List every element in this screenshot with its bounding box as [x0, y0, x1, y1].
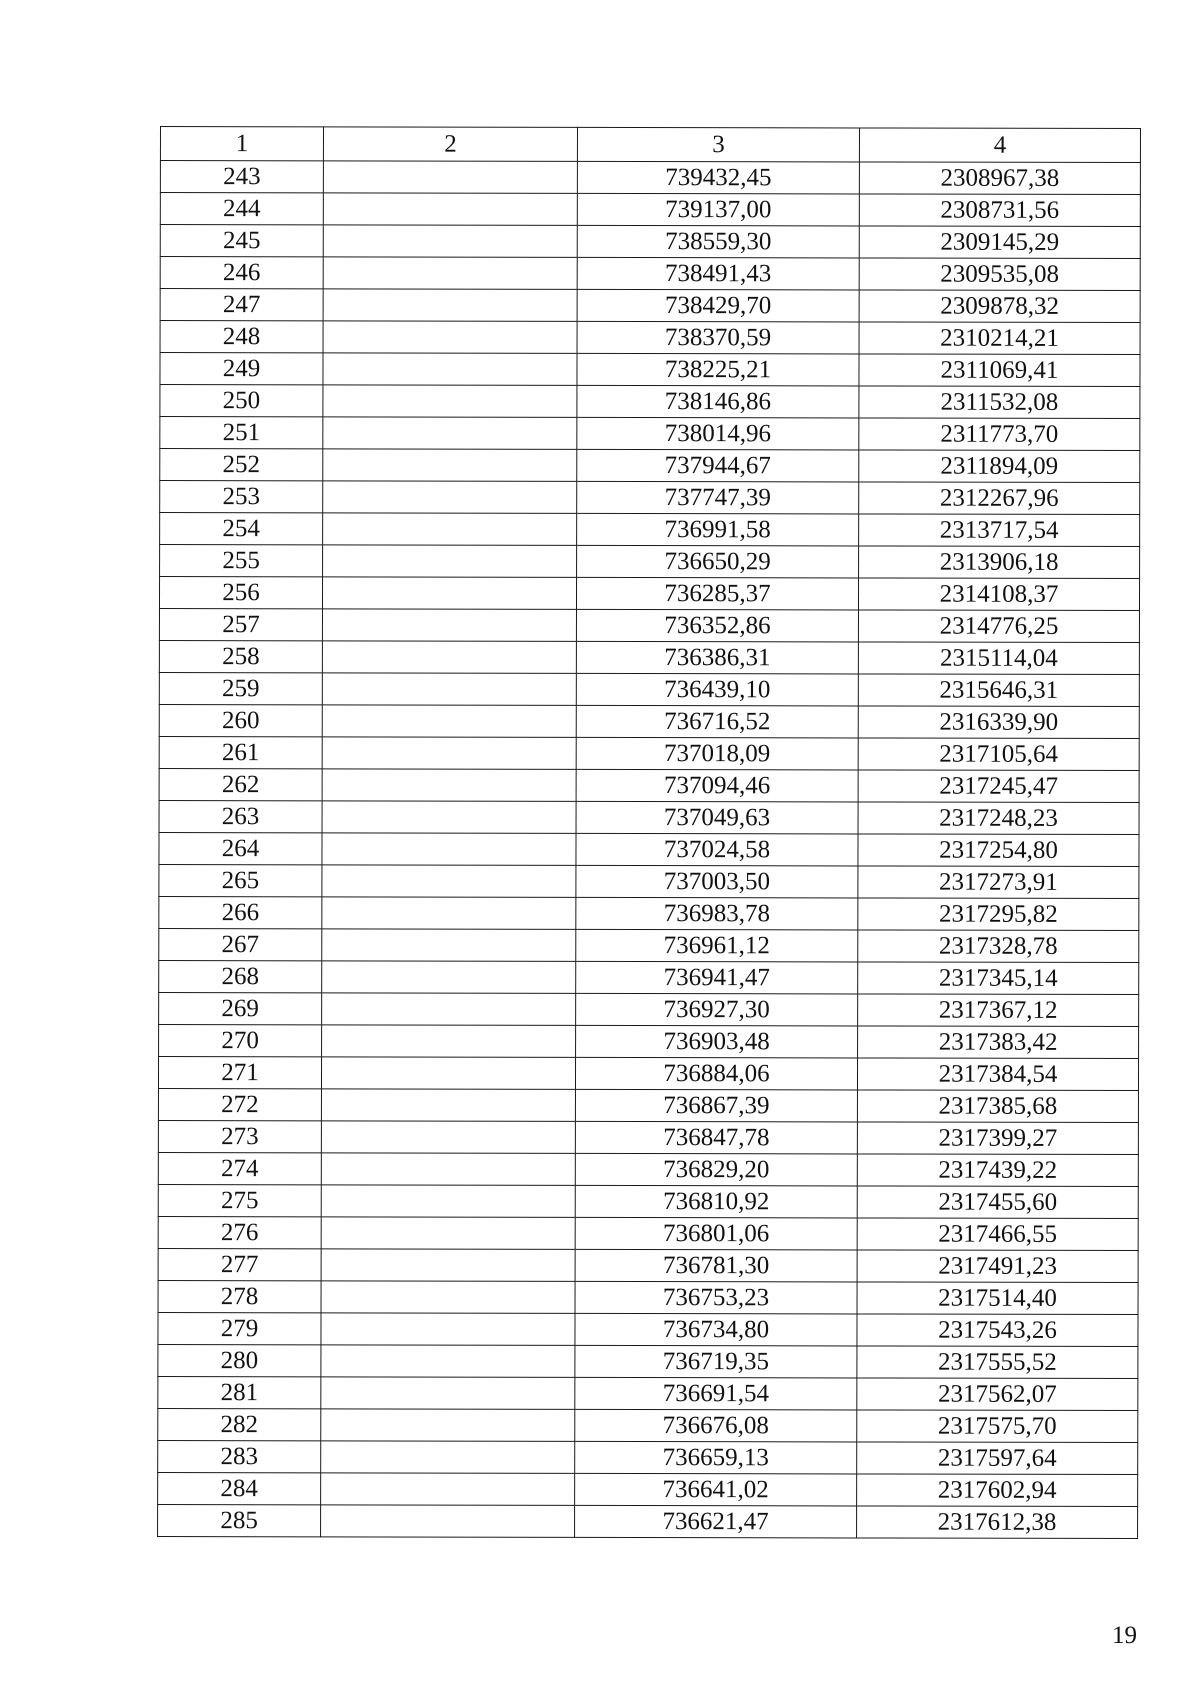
description-cell [323, 161, 577, 194]
point-number-cell: 258 [159, 640, 322, 672]
header-col-1: 1 [160, 127, 323, 161]
point-number-cell: 251 [160, 417, 323, 449]
table-body [158, 161, 1141, 1539]
x-coordinate-cell: 736621,47 [575, 1505, 857, 1538]
table-row [159, 864, 1139, 898]
description-cell [323, 481, 577, 514]
table-row [160, 257, 1140, 291]
table-row [160, 417, 1140, 451]
x-coordinate-cell: 737094,46 [576, 769, 858, 802]
y-coordinate-cell: 2310214,21 [859, 322, 1140, 355]
table-row [160, 449, 1140, 483]
y-coordinate-cell: 2317328,78 [858, 930, 1139, 963]
point-number-cell: 283 [158, 1440, 321, 1472]
y-coordinate-cell: 2317455,60 [857, 1186, 1138, 1219]
point-number-cell: 262 [159, 768, 322, 800]
y-coordinate-cell: 2313906,18 [859, 546, 1140, 579]
point-number-cell: 274 [158, 1152, 321, 1184]
x-coordinate-cell: 736641,02 [575, 1473, 857, 1506]
y-coordinate-cell: 2317295,82 [858, 898, 1139, 931]
description-cell [321, 1153, 575, 1186]
point-number-cell: 280 [158, 1344, 321, 1376]
y-coordinate-cell: 2315646,31 [858, 674, 1139, 707]
table-row [158, 1088, 1138, 1122]
description-cell [323, 225, 577, 258]
description-cell [321, 1121, 575, 1154]
point-number-cell: 245 [160, 225, 323, 257]
header-col-2: 2 [323, 127, 577, 162]
x-coordinate-cell: 736961,12 [576, 929, 858, 962]
y-coordinate-cell: 2311773,70 [859, 418, 1140, 451]
point-number-cell: 285 [158, 1504, 321, 1536]
table-row [158, 1056, 1138, 1090]
description-cell [321, 1217, 575, 1250]
point-number-cell: 266 [159, 896, 322, 928]
y-coordinate-cell: 2317543,26 [857, 1314, 1138, 1347]
x-coordinate-cell: 736734,80 [575, 1313, 857, 1346]
point-number-cell: 282 [158, 1408, 321, 1440]
y-coordinate-cell: 2314776,25 [858, 610, 1139, 643]
point-number-cell: 260 [159, 704, 322, 736]
y-coordinate-cell: 2317466,55 [857, 1218, 1138, 1251]
description-cell [321, 1057, 575, 1090]
y-coordinate-cell: 2317514,40 [857, 1282, 1138, 1315]
x-coordinate-cell: 736753,23 [575, 1281, 857, 1314]
y-coordinate-cell: 2317555,52 [857, 1346, 1138, 1379]
table-row [160, 321, 1140, 355]
point-number-cell: 249 [160, 353, 323, 385]
point-number-cell: 271 [158, 1056, 321, 1088]
table-row [159, 928, 1139, 962]
point-number-cell: 244 [160, 193, 323, 225]
x-coordinate-cell: 738146,86 [577, 385, 859, 418]
x-coordinate-cell: 736719,35 [575, 1345, 857, 1378]
x-coordinate-cell: 736801,06 [575, 1217, 857, 1250]
description-cell [322, 961, 576, 994]
table-row [160, 161, 1140, 195]
point-number-cell: 250 [160, 385, 323, 417]
y-coordinate-cell: 2309145,29 [859, 226, 1140, 259]
point-number-cell: 281 [158, 1376, 321, 1408]
point-number-cell: 277 [158, 1248, 321, 1280]
point-number-cell: 263 [159, 800, 322, 832]
table-row [158, 1376, 1138, 1410]
x-coordinate-cell: 736884,06 [575, 1057, 857, 1090]
point-number-cell: 279 [158, 1312, 321, 1344]
point-number-cell: 257 [159, 609, 322, 641]
description-cell [322, 705, 576, 738]
description-cell [322, 577, 576, 610]
description-cell [321, 1441, 575, 1474]
table-row [159, 768, 1139, 802]
table-row [158, 1344, 1138, 1378]
description-cell [321, 1281, 575, 1314]
y-coordinate-cell: 2317399,27 [857, 1122, 1138, 1155]
table-row [159, 960, 1139, 994]
y-coordinate-cell: 2313717,54 [859, 514, 1140, 547]
x-coordinate-cell: 736847,78 [575, 1121, 857, 1154]
coordinates-table [157, 126, 1141, 1539]
y-coordinate-cell: 2311894,09 [859, 450, 1140, 483]
table-row [159, 640, 1139, 674]
y-coordinate-cell: 2311532,08 [859, 386, 1140, 419]
point-number-cell: 276 [158, 1216, 321, 1248]
y-coordinate-cell: 2317439,22 [857, 1154, 1138, 1187]
x-coordinate-cell: 736691,54 [575, 1377, 857, 1410]
point-number-cell: 259 [159, 672, 322, 704]
table-row [159, 832, 1139, 866]
description-cell [323, 353, 577, 386]
table-row [159, 704, 1139, 738]
description-cell [322, 769, 576, 802]
table-row [159, 577, 1139, 611]
y-coordinate-cell: 2317385,68 [857, 1090, 1138, 1123]
description-cell [322, 609, 576, 642]
point-number-cell: 264 [159, 832, 322, 864]
description-cell [321, 1185, 575, 1218]
x-coordinate-cell: 736716,52 [576, 705, 858, 738]
table-row [158, 1184, 1138, 1218]
y-coordinate-cell: 2317345,14 [858, 962, 1139, 995]
table-row [160, 225, 1140, 259]
point-number-cell: 284 [158, 1472, 321, 1504]
y-coordinate-cell: 2309535,08 [859, 258, 1140, 291]
description-cell [323, 385, 577, 418]
y-coordinate-cell: 2308967,38 [859, 162, 1140, 195]
description-cell [323, 449, 577, 482]
x-coordinate-cell: 738429,70 [577, 289, 859, 322]
x-coordinate-cell: 736650,29 [577, 545, 859, 578]
point-number-cell: 252 [160, 449, 323, 481]
x-coordinate-cell: 736867,39 [575, 1089, 857, 1122]
description-cell [323, 545, 577, 578]
description-cell [321, 1313, 575, 1346]
table-row [160, 545, 1140, 579]
point-number-cell: 267 [159, 928, 322, 960]
x-coordinate-cell: 737024,58 [576, 833, 858, 866]
point-number-cell: 268 [159, 960, 322, 992]
point-number-cell: 247 [160, 289, 323, 321]
description-cell [322, 833, 576, 866]
x-coordinate-cell: 737003,50 [576, 865, 858, 898]
table-row [158, 1440, 1138, 1474]
description-cell [323, 257, 577, 290]
point-number-cell: 265 [159, 864, 322, 896]
x-coordinate-cell: 738491,43 [577, 257, 859, 290]
x-coordinate-cell: 737049,63 [576, 801, 858, 834]
x-coordinate-cell: 736676,08 [575, 1409, 857, 1442]
description-cell [323, 417, 577, 450]
table-row [160, 289, 1140, 323]
description-cell [323, 513, 577, 546]
x-coordinate-cell: 736352,86 [576, 609, 858, 642]
x-coordinate-cell: 737944,67 [577, 449, 859, 482]
description-cell [321, 1377, 575, 1410]
x-coordinate-cell: 736439,10 [576, 673, 858, 706]
point-number-cell: 255 [160, 545, 323, 577]
x-coordinate-cell: 737747,39 [577, 481, 859, 514]
y-coordinate-cell: 2317248,23 [858, 802, 1139, 835]
header-col-4: 4 [859, 128, 1140, 163]
description-cell [323, 321, 577, 354]
description-cell [321, 1089, 575, 1122]
description-cell [322, 737, 576, 770]
table-row [159, 1024, 1139, 1058]
x-coordinate-cell: 738559,30 [577, 225, 859, 258]
table-row [158, 1504, 1138, 1538]
y-coordinate-cell: 2317575,70 [857, 1410, 1138, 1443]
point-number-cell: 275 [158, 1184, 321, 1216]
page-number: 19 [1112, 1622, 1137, 1649]
table-row [158, 1280, 1138, 1314]
point-number-cell: 272 [158, 1088, 321, 1120]
x-coordinate-cell: 736659,13 [575, 1441, 857, 1474]
table-row [159, 736, 1139, 770]
description-cell [321, 1473, 575, 1506]
x-coordinate-cell: 738014,96 [577, 417, 859, 450]
point-number-cell: 261 [159, 736, 322, 768]
x-coordinate-cell: 739137,00 [577, 193, 859, 226]
table-row [159, 609, 1139, 643]
x-coordinate-cell: 736983,78 [576, 897, 858, 930]
y-coordinate-cell: 2316339,90 [858, 706, 1139, 739]
description-cell [322, 1025, 576, 1058]
x-coordinate-cell: 736285,37 [576, 577, 858, 610]
y-coordinate-cell: 2317254,80 [858, 834, 1139, 867]
table-row [160, 353, 1140, 387]
header-row [160, 127, 1140, 163]
y-coordinate-cell: 2317491,23 [857, 1250, 1138, 1283]
table-row [160, 385, 1140, 419]
table-row [159, 992, 1139, 1026]
point-number-cell: 248 [160, 321, 323, 353]
point-number-cell: 256 [159, 577, 322, 609]
table-row [158, 1312, 1138, 1346]
y-coordinate-cell: 2314108,37 [858, 578, 1139, 611]
x-coordinate-cell: 736781,30 [575, 1249, 857, 1282]
y-coordinate-cell: 2311069,41 [859, 354, 1140, 387]
description-cell [322, 897, 576, 930]
y-coordinate-cell: 2317597,64 [857, 1442, 1138, 1475]
y-coordinate-cell: 2309878,32 [859, 290, 1140, 323]
point-number-cell: 269 [159, 992, 322, 1024]
point-number-cell: 278 [158, 1280, 321, 1312]
x-coordinate-cell: 736927,30 [576, 993, 858, 1026]
table-row [160, 193, 1140, 227]
point-number-cell: 273 [158, 1120, 321, 1152]
y-coordinate-cell: 2317273,91 [858, 866, 1139, 899]
description-cell [322, 865, 576, 898]
point-number-cell: 253 [160, 481, 323, 513]
y-coordinate-cell: 2312267,96 [859, 482, 1140, 515]
y-coordinate-cell: 2317384,54 [857, 1058, 1138, 1091]
description-cell [322, 929, 576, 962]
y-coordinate-cell: 2315114,04 [858, 642, 1139, 675]
x-coordinate-cell: 739432,45 [577, 161, 859, 194]
y-coordinate-cell: 2317105,64 [858, 738, 1139, 771]
y-coordinate-cell: 2317383,42 [858, 1026, 1139, 1059]
y-coordinate-cell: 2308731,56 [859, 194, 1140, 227]
table-row [160, 513, 1140, 547]
table-row [159, 896, 1139, 930]
y-coordinate-cell: 2317367,12 [858, 994, 1139, 1027]
header-col-3: 3 [577, 127, 859, 162]
description-cell [321, 1409, 575, 1442]
y-coordinate-cell: 2317612,38 [857, 1506, 1138, 1539]
description-cell [322, 801, 576, 834]
description-cell [322, 673, 576, 706]
x-coordinate-cell: 738370,59 [577, 321, 859, 354]
x-coordinate-cell: 736903,48 [576, 1025, 858, 1058]
point-number-cell: 243 [160, 161, 323, 193]
table-row [160, 481, 1140, 515]
description-cell [323, 289, 577, 322]
table-row [158, 1216, 1138, 1250]
table-row [158, 1472, 1138, 1506]
description-cell [321, 1505, 575, 1538]
description-cell [321, 1249, 575, 1282]
x-coordinate-cell: 736810,92 [575, 1185, 857, 1218]
table-row [158, 1120, 1138, 1154]
x-coordinate-cell: 736991,58 [577, 513, 859, 546]
x-coordinate-cell: 736386,31 [576, 641, 858, 674]
description-cell [323, 193, 577, 226]
table-row [158, 1408, 1138, 1442]
x-coordinate-cell: 736829,20 [575, 1153, 857, 1186]
point-number-cell: 254 [160, 513, 323, 545]
point-number-cell: 270 [159, 1024, 322, 1056]
y-coordinate-cell: 2317562,07 [857, 1378, 1138, 1411]
y-coordinate-cell: 2317602,94 [857, 1474, 1138, 1507]
point-number-cell: 246 [160, 257, 323, 289]
description-cell [322, 993, 576, 1026]
description-cell [322, 641, 576, 674]
x-coordinate-cell: 737018,09 [576, 737, 858, 770]
y-coordinate-cell: 2317245,47 [858, 770, 1139, 803]
table-row [159, 672, 1139, 706]
table-header [160, 127, 1140, 163]
table-row [159, 800, 1139, 834]
x-coordinate-cell: 738225,21 [577, 353, 859, 386]
table-row [158, 1248, 1138, 1282]
table-row [158, 1152, 1138, 1186]
x-coordinate-cell: 736941,47 [576, 961, 858, 994]
description-cell [321, 1345, 575, 1378]
